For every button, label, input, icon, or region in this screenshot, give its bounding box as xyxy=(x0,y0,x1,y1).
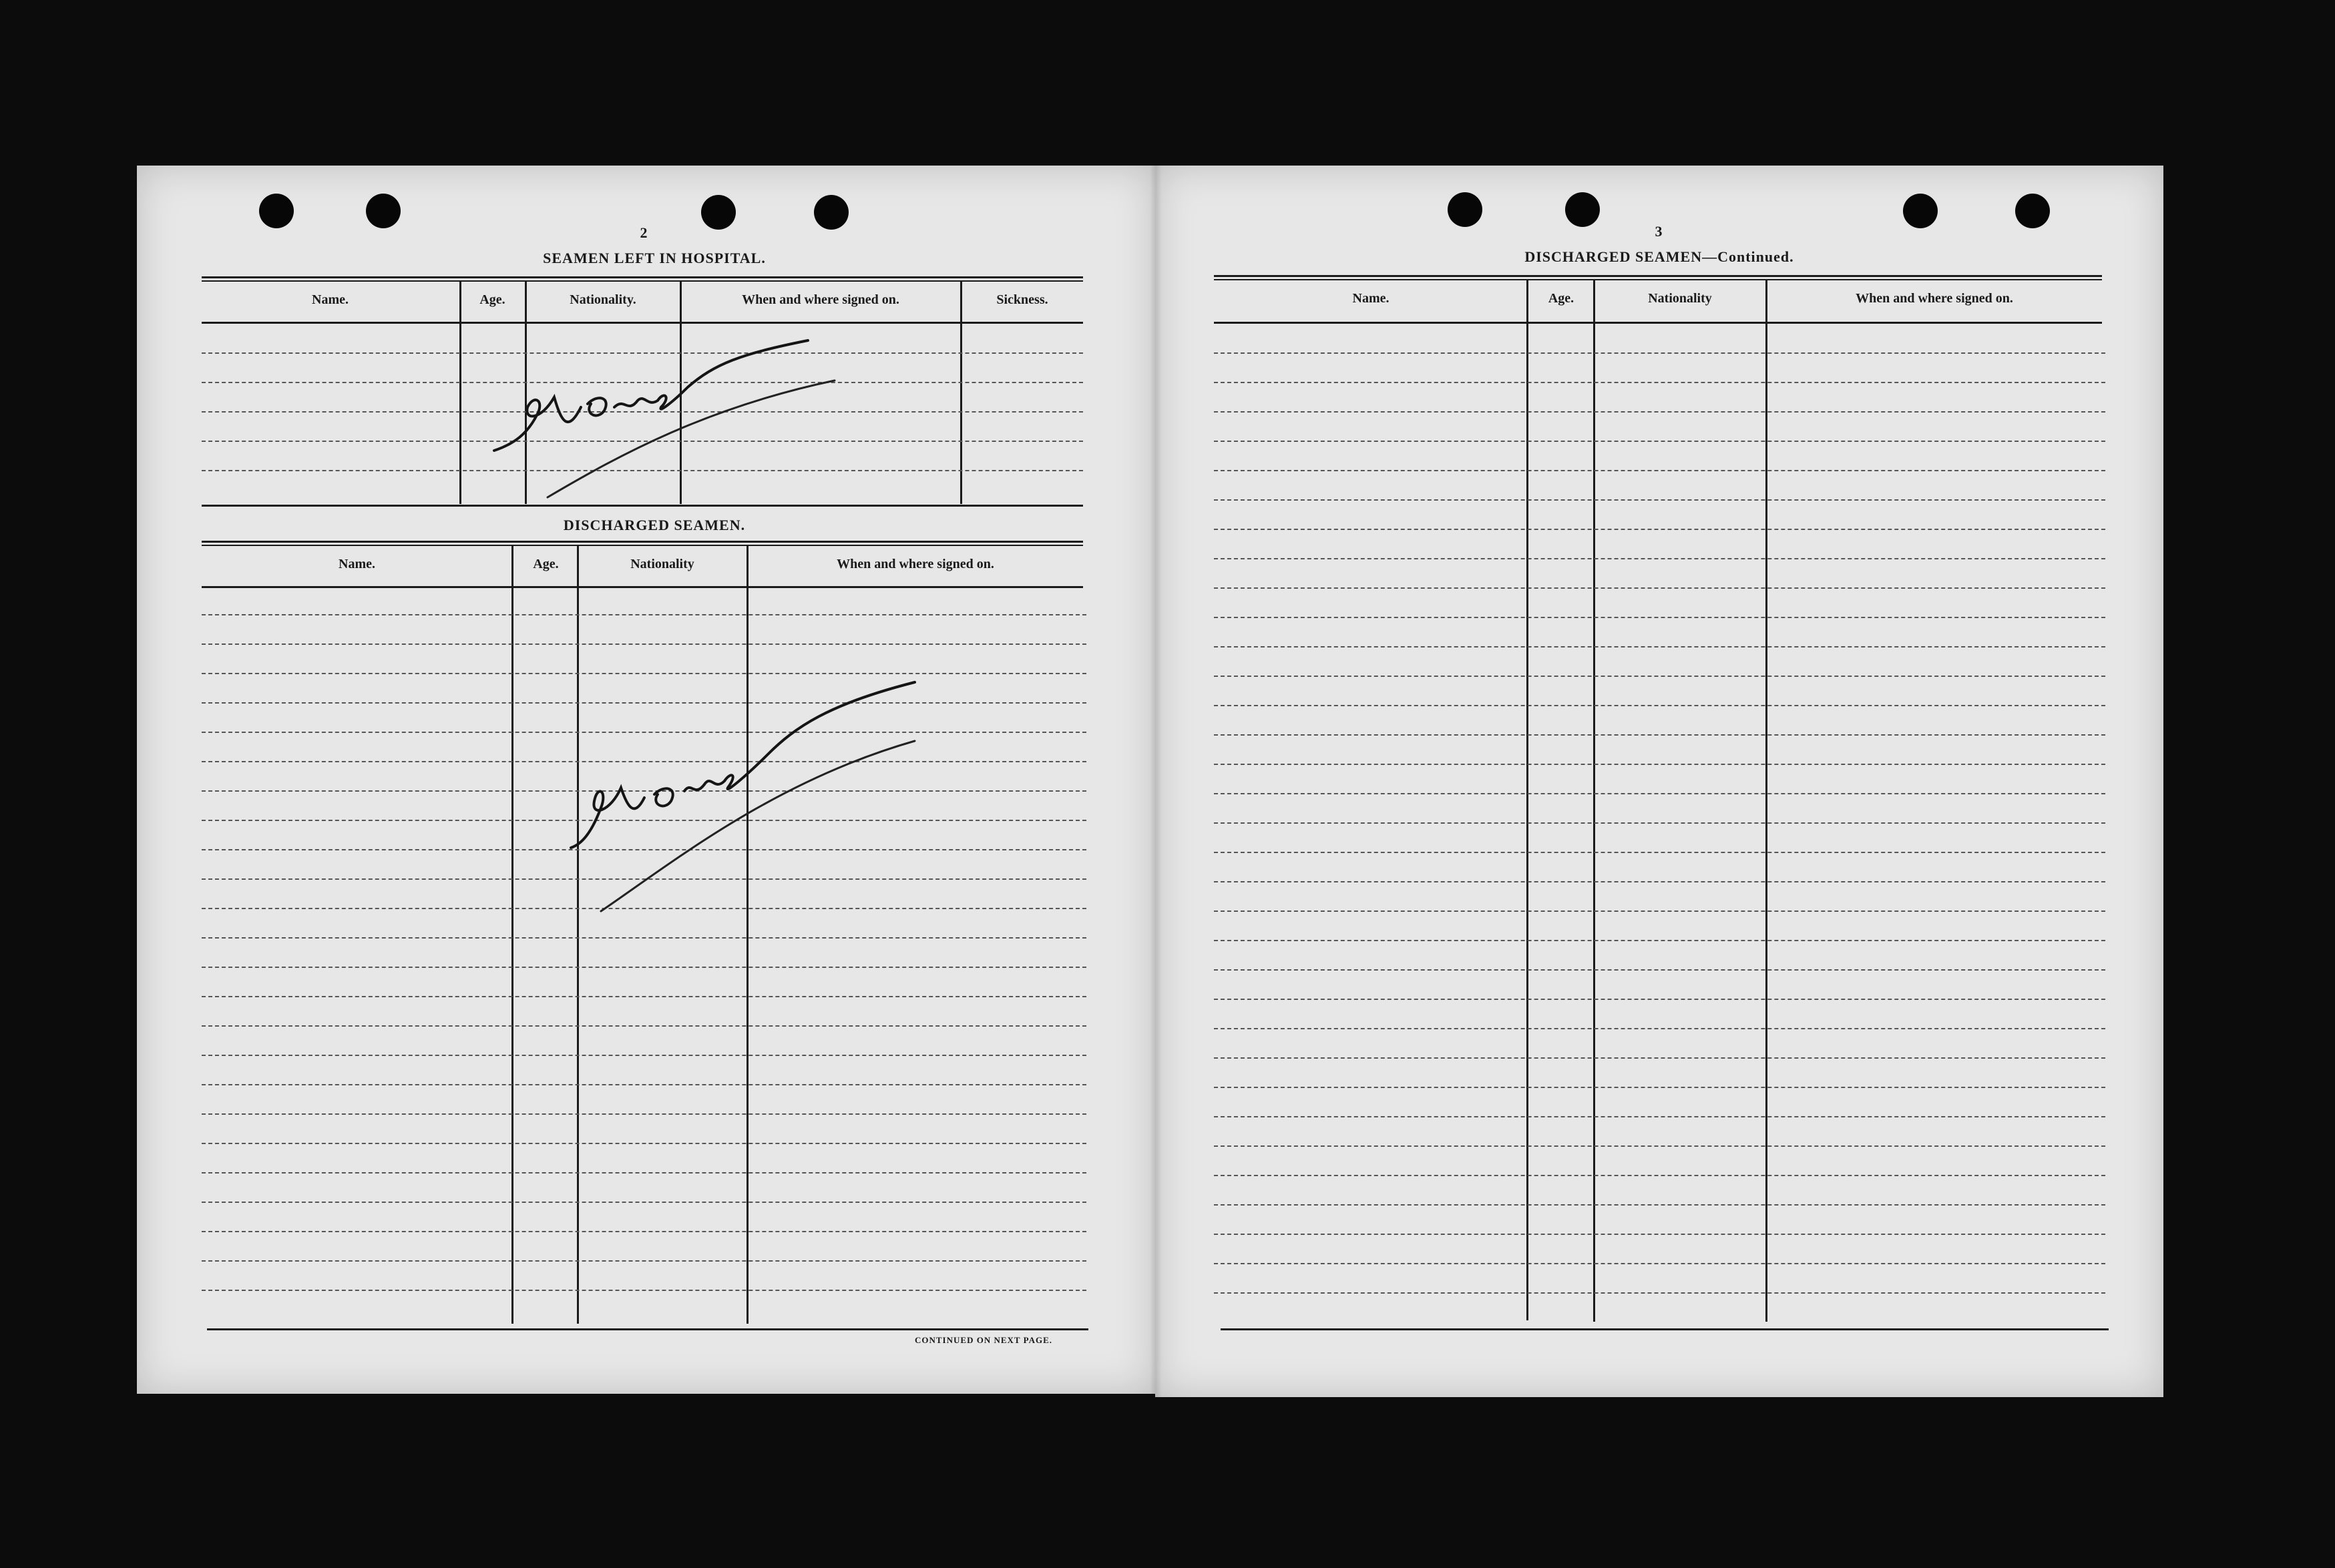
table-row xyxy=(1214,352,2105,354)
table-row xyxy=(1214,822,2105,824)
column-header-nationality: Nationality. xyxy=(570,292,636,307)
table-row xyxy=(202,1172,1086,1173)
table-row xyxy=(1214,587,2105,589)
discharged-continued-title: DISCHARGED SEAMEN—Continued. xyxy=(1524,248,1794,265)
table-row xyxy=(1214,764,2105,765)
table-row xyxy=(1214,793,2105,794)
table-top-rule xyxy=(202,280,1083,282)
handwritten-none-signature xyxy=(487,334,835,507)
table-row xyxy=(1214,646,2105,647)
table-row xyxy=(1214,881,2105,882)
column-divider xyxy=(747,546,749,1324)
table-row xyxy=(202,1055,1086,1056)
column-header-age: Age. xyxy=(533,557,559,571)
table-row xyxy=(202,937,1086,939)
punch-hole-icon xyxy=(701,195,736,230)
column-divider xyxy=(1765,280,1767,1322)
column-header-age: Age. xyxy=(1548,291,1574,306)
table-row xyxy=(1214,705,2105,706)
punch-hole-icon xyxy=(1903,194,1938,228)
table-bottom-rule xyxy=(1221,1328,2109,1330)
table-row xyxy=(1214,382,2105,383)
table-row xyxy=(1214,1145,2105,1147)
table-row xyxy=(1214,999,2105,1000)
table-bottom-rule xyxy=(207,1328,1088,1330)
column-header-name: Name. xyxy=(339,557,375,571)
right-page xyxy=(1155,166,2163,1397)
column-header-name: Name. xyxy=(312,292,349,307)
table-top-rule xyxy=(1214,275,2102,277)
column-header-signed-on: When and where signed on. xyxy=(1856,291,2013,306)
punch-hole-icon xyxy=(1565,192,1600,227)
table-top-rule xyxy=(1214,279,2102,280)
column-divider xyxy=(577,546,579,1324)
header-underline xyxy=(202,322,1083,324)
column-header-signed-on: When and where signed on. xyxy=(837,557,994,571)
table-row xyxy=(1214,617,2105,618)
table-row xyxy=(1214,1175,2105,1176)
handwritten-text: None xyxy=(614,778,760,840)
table-row xyxy=(202,614,1086,615)
column-header-sickness: Sickness. xyxy=(996,292,1048,307)
table-row xyxy=(1214,529,2105,530)
table-row xyxy=(202,996,1086,997)
table-row xyxy=(1214,1263,2105,1264)
table-row xyxy=(202,643,1086,645)
table-row xyxy=(202,1202,1086,1203)
table-row xyxy=(1214,441,2105,442)
table-row xyxy=(202,1260,1086,1262)
table-row xyxy=(1214,1057,2105,1059)
column-divider xyxy=(1526,280,1528,1320)
table-row xyxy=(202,1113,1086,1115)
punch-hole-icon xyxy=(814,195,849,230)
discharged-section-title: DISCHARGED SEAMEN. xyxy=(563,517,746,533)
table-row xyxy=(202,1025,1086,1027)
table-row xyxy=(1214,969,2105,971)
table-row xyxy=(1214,910,2105,912)
table-row xyxy=(202,1290,1086,1291)
table-row xyxy=(1214,734,2105,736)
table-row xyxy=(202,1231,1086,1232)
column-header-name: Name. xyxy=(1352,291,1390,306)
handwritten-text: None xyxy=(561,384,706,447)
column-header-signed-on: When and where signed on. xyxy=(742,292,899,307)
punch-hole-icon xyxy=(366,194,401,228)
column-header-age: Age. xyxy=(479,292,505,307)
column-header-nationality: Nationality xyxy=(630,557,694,571)
table-row xyxy=(1214,1292,2105,1294)
table-row xyxy=(1214,411,2105,413)
table-row xyxy=(1214,1234,2105,1235)
table-row xyxy=(1214,1028,2105,1029)
page-number: 2 xyxy=(640,224,648,241)
punch-hole-icon xyxy=(1448,192,1482,227)
handwritten-none-signature xyxy=(561,674,921,914)
column-divider xyxy=(1593,280,1595,1322)
continued-footer: CONTINUED ON NEXT PAGE. xyxy=(915,1335,1052,1345)
column-header-nationality: Nationality xyxy=(1648,291,1712,306)
table-row xyxy=(1214,676,2105,677)
table-row xyxy=(1214,940,2105,941)
header-underline xyxy=(202,586,1083,588)
table-top-rule xyxy=(202,545,1083,546)
table-top-rule xyxy=(202,541,1083,543)
table-top-rule xyxy=(202,276,1083,278)
column-divider xyxy=(511,546,513,1324)
table-row xyxy=(202,967,1086,968)
table-row xyxy=(1214,852,2105,853)
punch-hole-icon xyxy=(259,194,294,228)
table-row xyxy=(1214,1116,2105,1117)
page-number: 3 xyxy=(1655,223,1663,240)
table-row xyxy=(1214,1087,2105,1088)
table-row xyxy=(202,1143,1086,1144)
header-underline xyxy=(1214,322,2102,324)
table-row xyxy=(1214,558,2105,559)
table-row xyxy=(1214,499,2105,501)
table-row xyxy=(1214,470,2105,471)
table-row xyxy=(1214,1204,2105,1206)
punch-hole-icon xyxy=(2015,194,2050,228)
hospital-section-title: SEAMEN LEFT IN HOSPITAL. xyxy=(543,250,766,266)
center-fold xyxy=(1150,166,1162,1397)
table-row xyxy=(202,1084,1086,1085)
